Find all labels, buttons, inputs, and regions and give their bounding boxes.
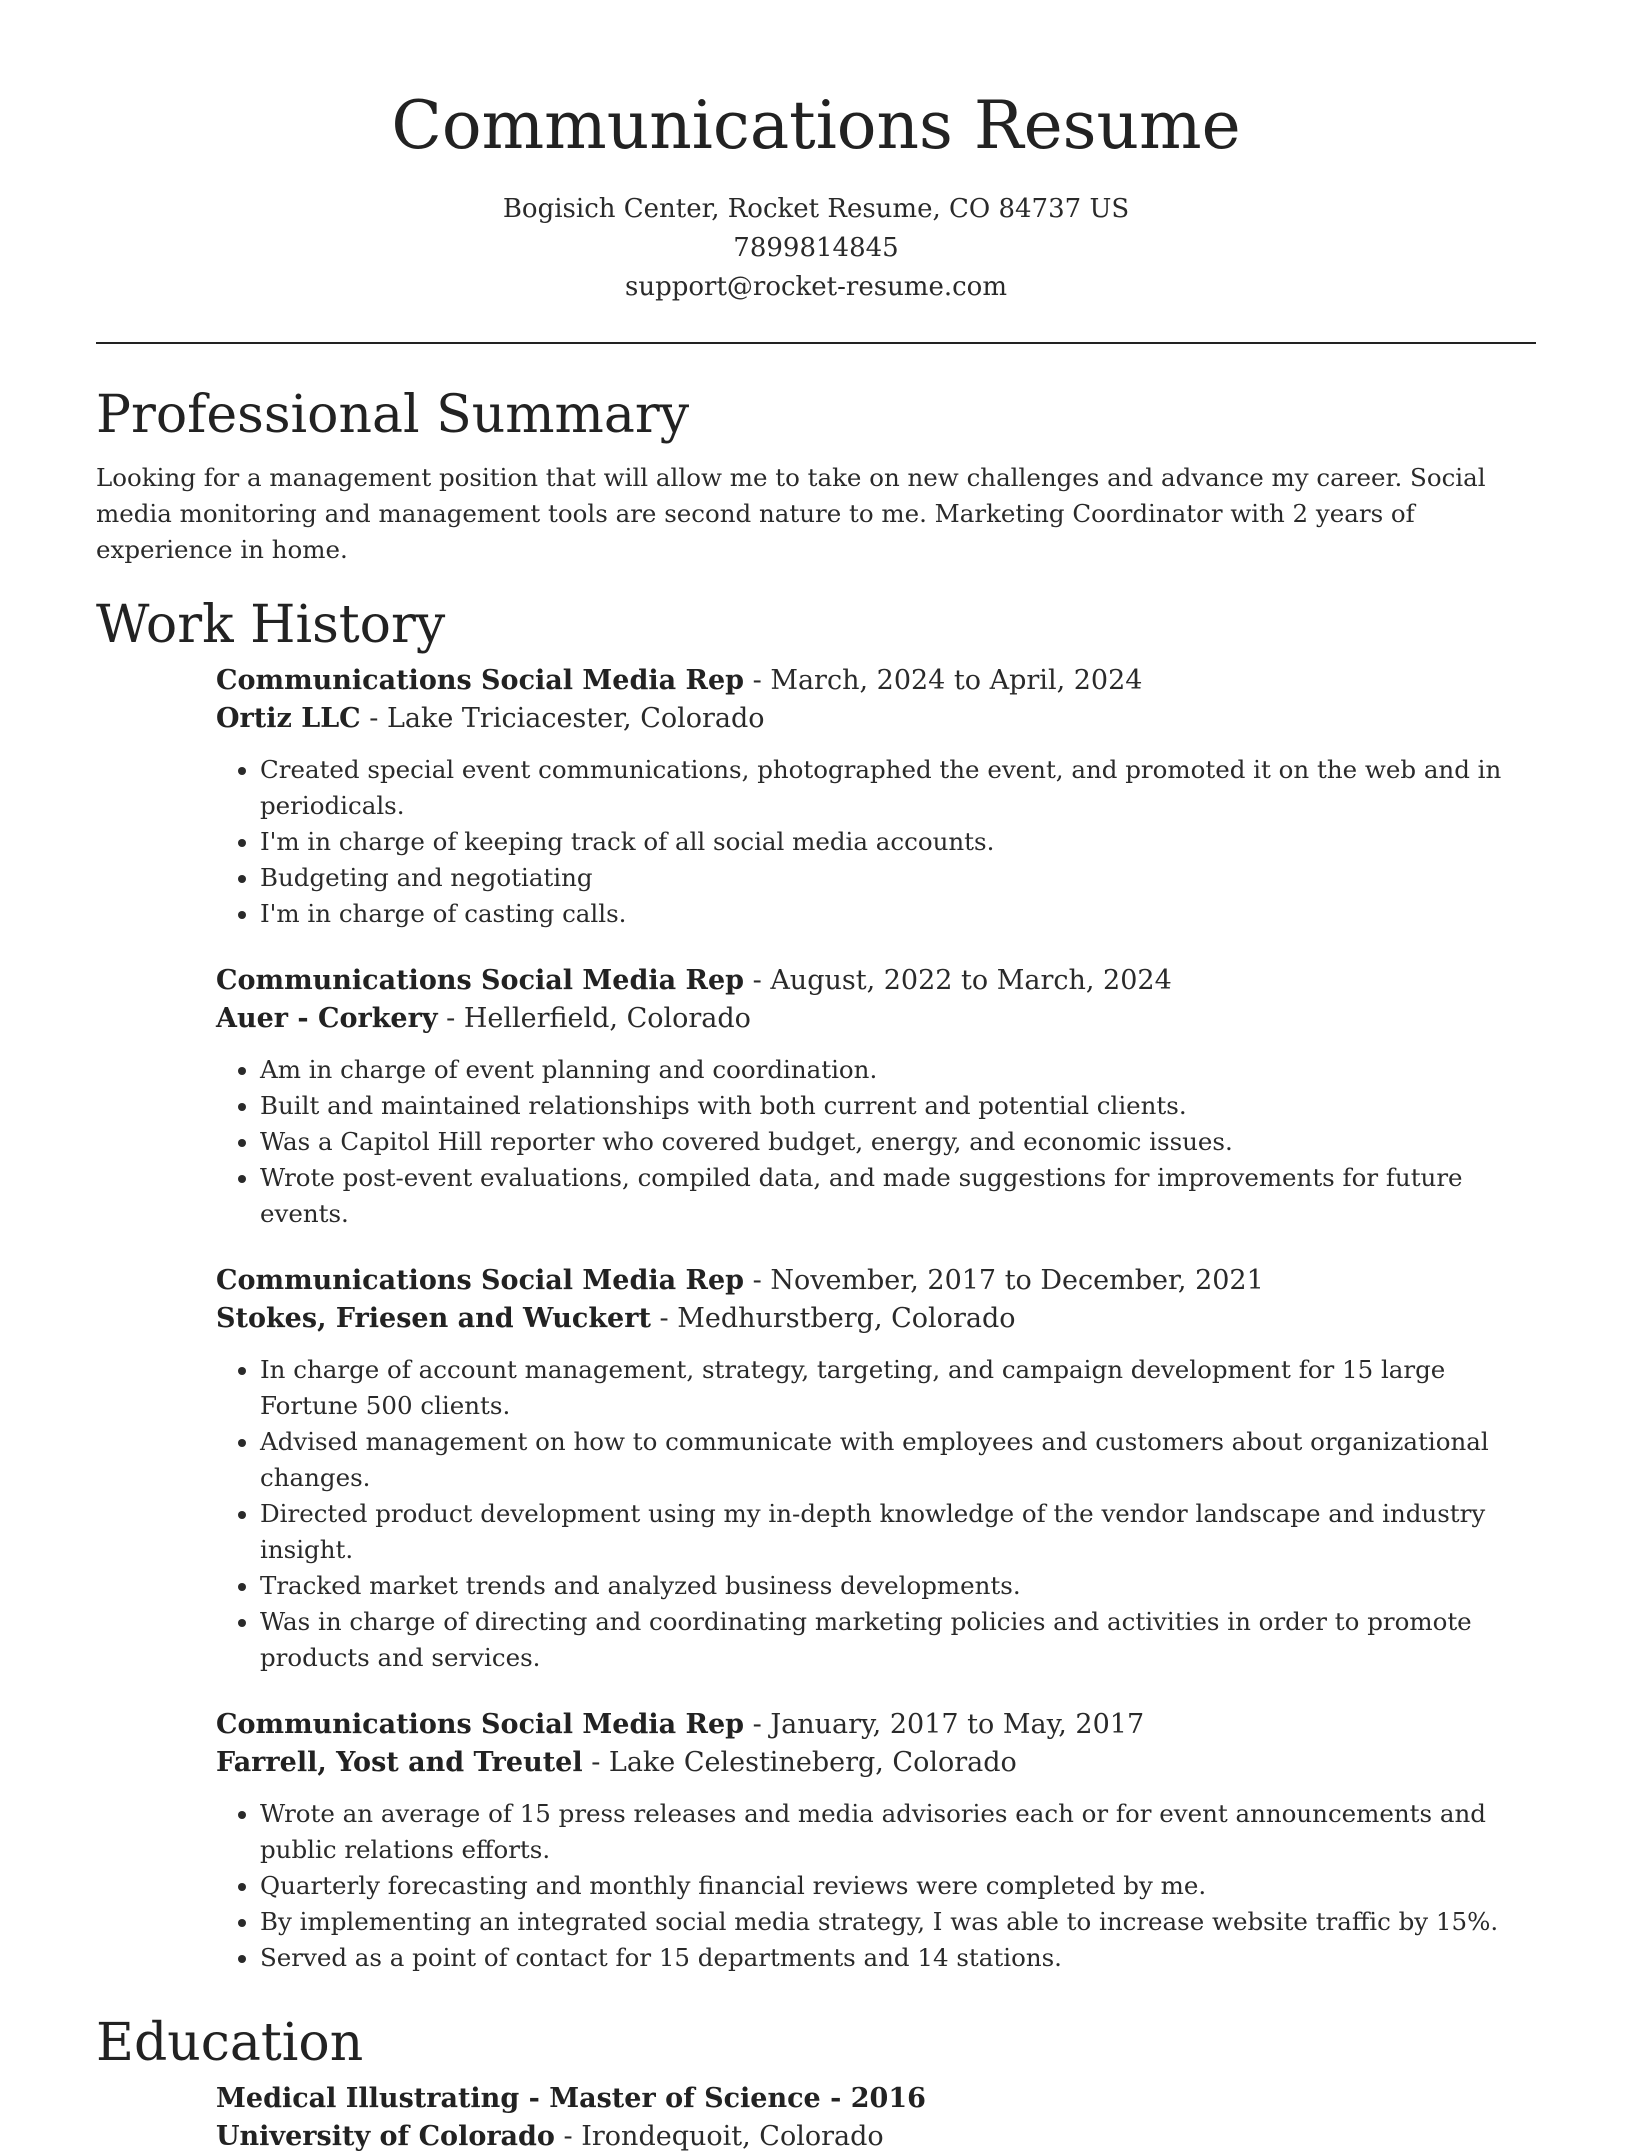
company-line bbox=[216, 700, 1536, 738]
school-line bbox=[216, 2118, 1536, 2156]
school-location: Irondequoit, Colorado bbox=[581, 2121, 884, 2152]
job-dates: January, 2017 to May, 2017 bbox=[770, 1709, 1145, 1740]
job-title-line bbox=[216, 662, 1536, 700]
separator: - bbox=[519, 2083, 550, 2114]
job-title-line bbox=[216, 1262, 1536, 1300]
bullet-item: • Advised management on how to communicate with employees and customers about organizational changes. bbox=[260, 1424, 1536, 1496]
bullet-item: • Was in charge of directing and coordinating marketing policies and activities in order to promote products and services. bbox=[260, 1604, 1536, 1676]
contact-address: Bogisich Center, Rocket Resume, CO 84737 US bbox=[502, 194, 1130, 224]
separator: - bbox=[360, 703, 387, 734]
header-divider bbox=[96, 342, 1536, 344]
bullet-item: • Budgeting and negotiating bbox=[260, 860, 1536, 896]
separator: - bbox=[744, 965, 771, 996]
bullet-item: • Quarterly forecasting and monthly financial reviews were completed by me. bbox=[260, 1868, 1536, 1904]
separator: - bbox=[582, 1747, 609, 1778]
separator: - bbox=[437, 1003, 464, 1034]
job-title: Communications Social Media Rep bbox=[216, 1265, 745, 1296]
bullet-item: • I'm in charge of keeping track of all social media accounts. bbox=[260, 824, 1536, 860]
separator: - bbox=[554, 2121, 582, 2152]
job-list bbox=[216, 662, 1536, 1976]
job-title: Communications Social Media Rep bbox=[216, 665, 745, 696]
contact-email[interactable]: support@rocket-resume.com bbox=[624, 272, 1007, 302]
job-dates: November, 2017 to December, 2021 bbox=[770, 1265, 1264, 1296]
bullet-item: • Created special event communications, photographed the event, and promoted it on the web and in periodicals. bbox=[260, 752, 1536, 824]
bullet-item: • By implementing an integrated social media strategy, I was able to increase website traffic by 15%. bbox=[260, 1904, 1536, 1940]
degree-line bbox=[216, 2080, 1536, 2118]
bullet-item: • I'm in charge of casting calls. bbox=[260, 896, 1536, 932]
job-title-line bbox=[216, 1706, 1536, 1744]
bullet-item: • Was a Capitol Hill reporter who covered budget, energy, and economic issues. bbox=[260, 1124, 1536, 1160]
company-location: Lake Celestineberg, Colorado bbox=[608, 1747, 1017, 1778]
job-title-line bbox=[216, 962, 1536, 1000]
separator: - bbox=[650, 1303, 678, 1334]
contact-info bbox=[0, 190, 1632, 307]
school-name: University of Colorado bbox=[216, 2121, 555, 2152]
company-name: Auer - Corkery bbox=[216, 1003, 438, 1034]
education-heading: Education bbox=[96, 2013, 364, 2073]
job-dates: August, 2022 to March, 2024 bbox=[770, 965, 1172, 996]
resume-header bbox=[0, 0, 1632, 307]
bullet-item: • Directed product development using my in-depth knowledge of the vendor landscape and industry insight. bbox=[260, 1496, 1536, 1568]
company-location: Lake Triciacester, Colorado bbox=[386, 703, 765, 734]
job-entry bbox=[216, 962, 1536, 1232]
company-name: Ortiz LLC bbox=[216, 703, 361, 734]
company-name: Farrell, Yost and Treutel bbox=[216, 1747, 583, 1778]
job-title: Communications Social Media Rep bbox=[216, 965, 745, 996]
company-name: Stokes, Friesen and Wuckert bbox=[216, 1303, 651, 1334]
job-entry bbox=[216, 1706, 1536, 1976]
degree-field: Medical Illustrating bbox=[216, 2083, 520, 2114]
company-location: Medhurstberg, Colorado bbox=[677, 1303, 1016, 1334]
job-bullets bbox=[216, 752, 1536, 932]
job-title: Communications Social Media Rep bbox=[216, 1709, 745, 1740]
resume-body bbox=[96, 378, 1536, 2156]
degree-type: Master of Science bbox=[549, 2083, 821, 2114]
bullet-item: • Tracked market trends and analyzed business developments. bbox=[260, 1568, 1536, 1604]
job-dates: March, 2024 to April, 2024 bbox=[770, 665, 1143, 696]
education-entry bbox=[216, 2080, 1536, 2156]
summary-text: Looking for a management position that will allow me to take on new challenges and advance my career. Social media monitoring and management tools are second nature to me. Marketing Coordinator with 2 years of experience in home. bbox=[96, 463, 1486, 564]
job-entry bbox=[216, 662, 1536, 932]
separator: - bbox=[820, 2083, 851, 2114]
company-line bbox=[216, 1744, 1536, 1782]
contact-phone: 7899814845 bbox=[733, 233, 899, 263]
bullet-item: • Am in charge of event planning and coordination. bbox=[260, 1052, 1536, 1088]
degree-year: 2016 bbox=[850, 2083, 926, 2114]
bullet-item: • Wrote post-event evaluations, compiled data, and made suggestions for improvements for future events. bbox=[260, 1160, 1536, 1232]
separator: - bbox=[744, 1265, 771, 1296]
company-line bbox=[216, 1300, 1536, 1338]
summary-heading: Professional Summary bbox=[96, 385, 690, 445]
bullet-item: • Built and maintained relationships with both current and potential clients. bbox=[260, 1088, 1536, 1124]
job-entry bbox=[216, 1262, 1536, 1676]
job-bullets bbox=[216, 1052, 1536, 1232]
company-line bbox=[216, 1000, 1536, 1038]
bullet-item: • Wrote an average of 15 press releases and media advisories each or for event announcements and public relations efforts. bbox=[260, 1796, 1536, 1868]
separator: - bbox=[744, 1709, 771, 1740]
resume-title: Communications Resume bbox=[391, 87, 1241, 164]
separator: - bbox=[744, 665, 771, 696]
bullet-item: • In charge of account management, strategy, targeting, and campaign development for 15 large Fortune 500 clients. bbox=[260, 1352, 1536, 1424]
bullet-item: • Served as a point of contact for 15 departments and 14 stations. bbox=[260, 1940, 1536, 1976]
job-bullets bbox=[216, 1796, 1536, 1976]
job-bullets bbox=[216, 1352, 1536, 1676]
work-history-heading: Work History bbox=[96, 595, 446, 655]
company-location: Hellerfield, Colorado bbox=[463, 1003, 751, 1034]
